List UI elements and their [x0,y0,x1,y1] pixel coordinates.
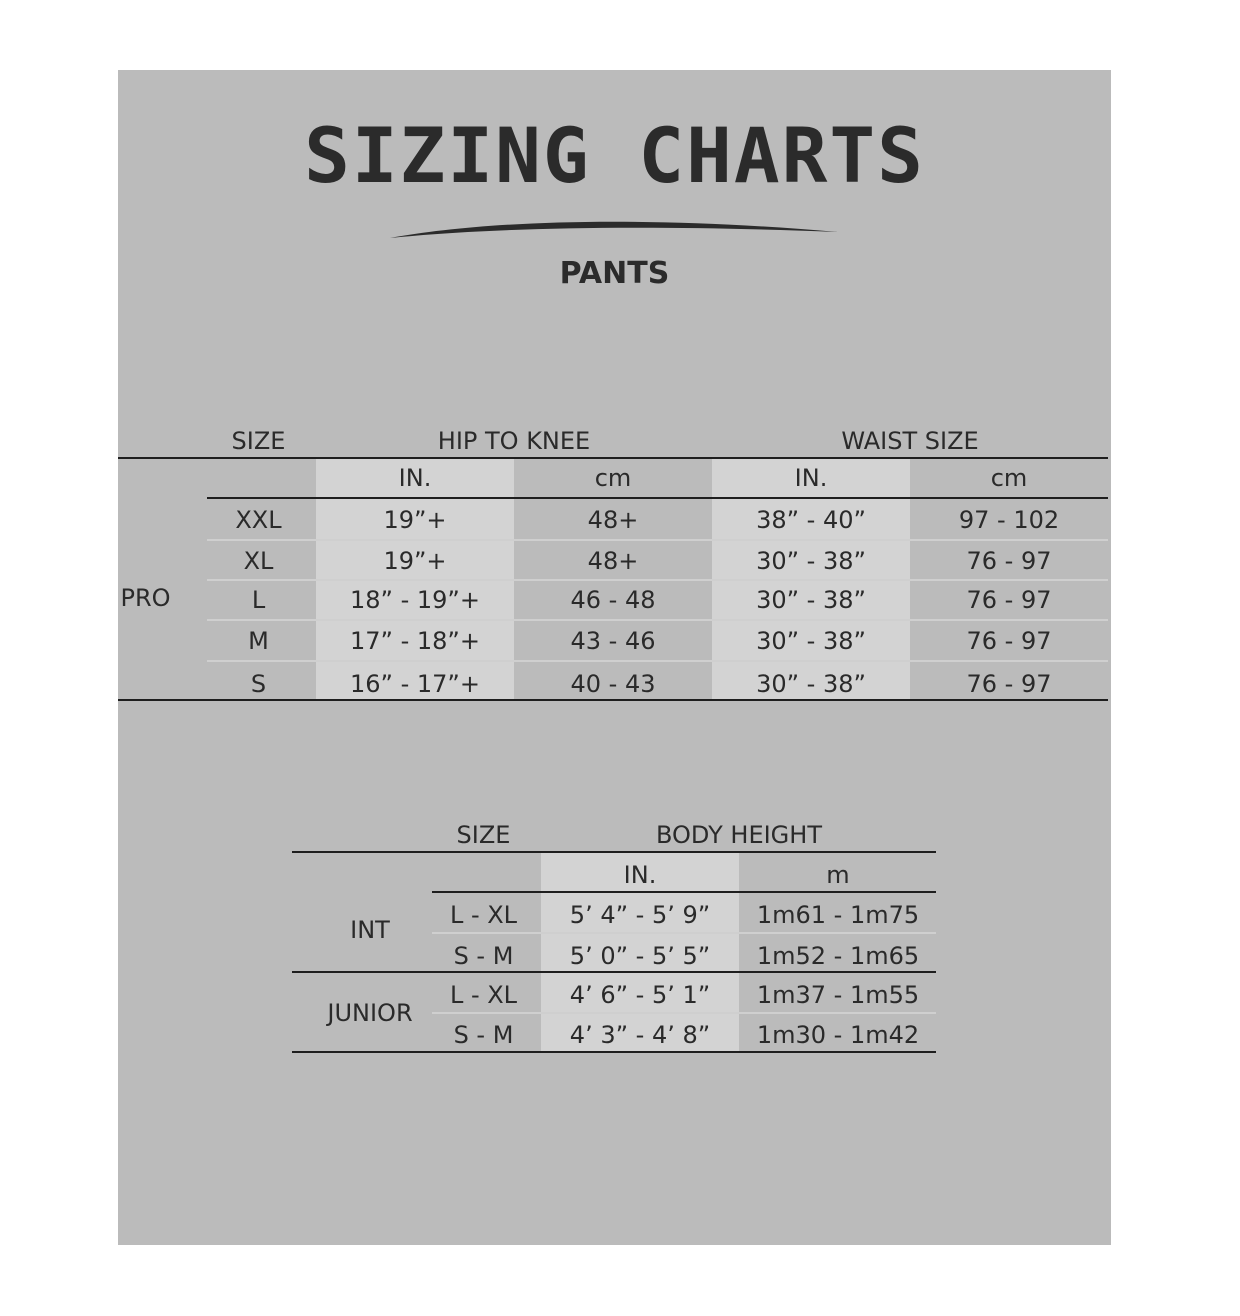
unit-row-rule [207,497,1108,499]
hip-cm-cell: 48+ [587,547,639,575]
unit-header-hip-in: IN. [398,464,432,492]
height-in-cell: 4’ 3” - 4’ 8” [569,1021,711,1049]
hip-cm-cell: 40 - 43 [570,670,656,698]
hip-cm-cell: 48+ [587,506,639,534]
waist-cm-cell: 76 - 97 [966,547,1052,575]
height-m-cell: 1m30 - 1m42 [756,1021,920,1049]
waist-in-cell: 30” - 38” [756,586,866,614]
waist-cm-cell: 76 - 97 [966,670,1052,698]
unit-header-height-m: m [826,861,850,889]
size-cell: M [248,627,269,655]
height-in-cell: 4’ 6” - 5’ 1” [569,981,711,1009]
row-divider [207,660,1108,662]
size-header: SIZE [456,821,511,849]
page-title: SIZING CHARTS [304,111,925,200]
height-in-cell: 5’ 4” - 5’ 9” [569,901,711,929]
hip-cm-cell: 46 - 48 [570,586,656,614]
waist-cm-cell: 76 - 97 [966,586,1052,614]
row-divider [432,1012,936,1014]
size-header: SIZE [231,427,286,455]
row-divider [207,619,1108,621]
size-cell: XXL [235,506,282,534]
size-cell: L - XL [449,901,518,929]
size-cell: L [251,586,266,614]
hip-in-cell: 18” - 19”+ [350,586,480,614]
row-divider [207,539,1108,541]
height-m-cell: 1m61 - 1m75 [756,901,920,929]
unit-header-hip-cm: cm [594,464,632,492]
row-group-pro: PRO [120,584,171,612]
size-cell: S - M [453,942,514,970]
hip-cm-cell: 43 - 46 [570,627,656,655]
waist-in-cell: 30” - 38” [756,547,866,575]
row-group-junior: JUNIOR [327,999,413,1027]
hip-in-cell: 19”+ [383,506,447,534]
height-m-cell: 1m52 - 1m65 [756,942,920,970]
title-underline-swoosh [388,210,840,240]
height-in-cell: 5’ 0” - 5’ 5” [569,942,711,970]
page-subtitle: PANTS [559,256,670,291]
row-divider [432,932,936,934]
waist-in-cell: 38” - 40” [756,506,866,534]
hip-in-cell: 16” - 17”+ [350,670,480,698]
table-bottom-rule [292,1051,936,1053]
row-group-int: INT [350,916,390,944]
hip-in-cell: 19”+ [383,547,447,575]
hip-to-knee-header: HIP TO KNEE [437,427,591,455]
unit-header-height-in: IN. [623,861,657,889]
body-height-header: BODY HEIGHT [656,821,822,849]
size-cell: L - XL [449,981,518,1009]
unit-row-rule [432,891,936,893]
size-cell: XL [243,547,274,575]
size-cell: S [250,670,267,698]
waist-in-cell: 30” - 38” [756,670,866,698]
waist-cm-cell: 76 - 97 [966,627,1052,655]
waist-in-cell: 30” - 38” [756,627,866,655]
height-m-cell: 1m37 - 1m55 [756,981,920,1009]
table-top-rule [292,851,936,853]
unit-header-waist-in: IN. [794,464,828,492]
size-cell: S - M [453,1021,514,1049]
waist-size-header: WAIST SIZE [841,427,979,455]
unit-header-waist-cm: cm [990,464,1028,492]
group-divider-rule [292,971,936,973]
hip-in-cell: 17” - 18”+ [350,627,480,655]
waist-cm-cell: 97 - 102 [958,506,1060,534]
table-bottom-rule [118,699,1108,701]
